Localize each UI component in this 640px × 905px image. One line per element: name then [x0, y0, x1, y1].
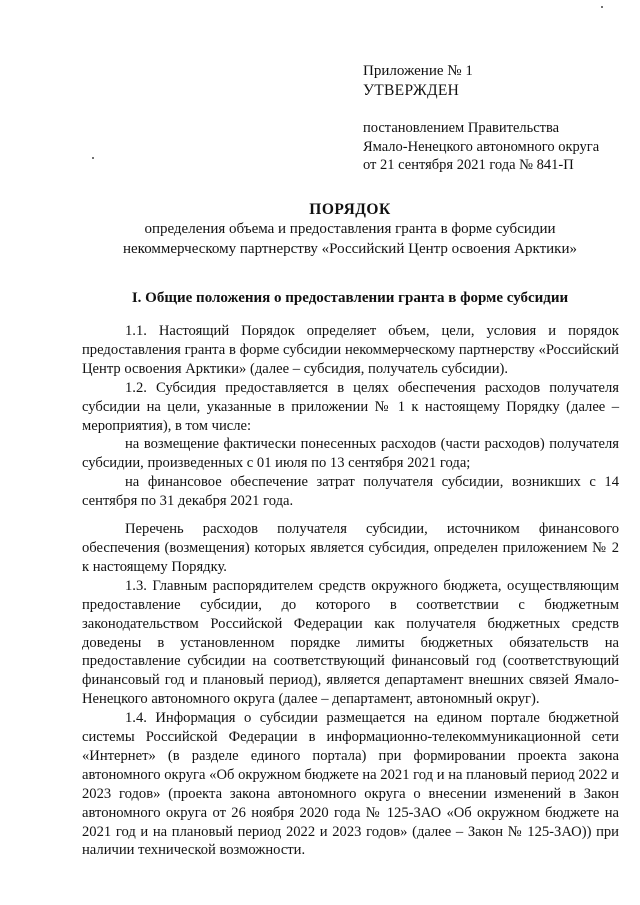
- subtitle-line: некоммерческому партнерству «Российский Центр освоения Арктики»: [122, 241, 577, 257]
- paragraph-reimbursement: на возмещение фактически понесенных расходов (части расходов) получателя субсидии, произведенных с 01 июля по 13 сентября 2021 года;: [82, 436, 619, 472]
- section-heading: I. Общие положения о предоставлении гранта в форме субсидии: [131, 290, 569, 306]
- paragraph-expense-list: Перечень расходов получателя субсидии, источником финансового обеспечения (возмещения) которых является субсидия, определен приложением № 2 к настоящему Порядку.: [82, 521, 619, 575]
- decree-reference: [363, 119, 623, 175]
- scan-speck: [601, 6, 603, 8]
- paragraph-1-2: 1.2. Субсидия предоставляется в целях обеспечения расходов получателя субсидии на цели, указанные в приложении № 1 к настоящему Порядку (далее – мероприятия), в том числе:: [82, 379, 619, 434]
- paragraph-1-1: 1.1. Настоящий Порядок определяет объем, цели, условия и порядок предоставления гранта в форме субсидии некоммерческому партнерству «Российский Центр освоения Арктики» (далее – субсидия, получатель субсидии).: [82, 323, 619, 377]
- paragraph-financing: на финансовое обеспечение затрат получателя субсидии, возникших с 14 сентября по 31 декабря 2021 года.: [82, 474, 619, 510]
- appendix-block: [363, 62, 623, 100]
- decree-line: Ямало-Ненецкого автономного округа: [363, 138, 600, 155]
- paragraph-1-3: 1.3. Главным распорядителем средств окружного бюджета, осуществляющим предоставление субсидии, до которого в соответствии с бюджетным законодательством Российской Федерации как получателя бюджетных средств доведены в установленном порядке лимиты бюджетных обязательств на предоставление субсидии на соответствующий финансовый год (соответствующий финансовый год и плановый период), является департамент внешних связей Ямало-Ненецкого автономного округа (далее – департамент, автономный округ).: [82, 577, 619, 708]
- decree-line: постановлением Правительства: [363, 120, 560, 136]
- decree-line: от 21 сентября 2021 года № 841-П: [363, 157, 574, 173]
- approved-label: УТВЕРЖДЕН: [363, 82, 460, 99]
- document-body: [82, 322, 619, 860]
- scan-speck: [92, 157, 94, 159]
- document-subtitle: [80, 219, 620, 259]
- document-title: ПОРЯДОК: [309, 201, 391, 218]
- subtitle-line: определения объема и предоставления гранта в форме субсидии: [144, 221, 556, 237]
- appendix-label: Приложение № 1: [363, 63, 473, 79]
- paragraph-1-4: 1.4. Информация о субсидии размещается на едином портале бюджетной системы Российской Федерации в информационно-телекоммуникационной сети «Интернет» (в разделе единого портала) при формировании проекта закона автономного округа «Об окружном бюджете на 2021 год и на плановый период 2022 и 2023 годов» (проекта закона автономного округа о внесении изменений в Закон автономного округа от 26 ноября 2020 года № 125-ЗАО «Об окружном бюджете на 2021 год и на плановый период 2022 и 2023 годов» (далее – Закон № 125-ЗАО)) при наличии технической возможности.: [82, 710, 619, 859]
